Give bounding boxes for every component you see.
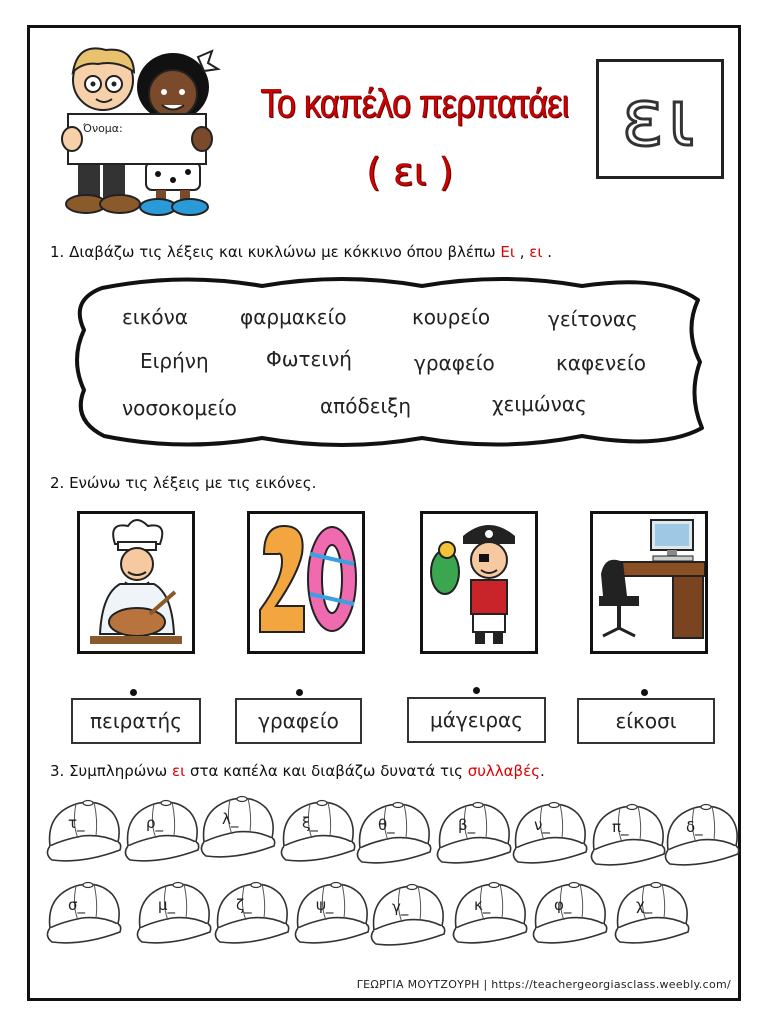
exercise-3-text-start: 3. Συμπληρώνω — [50, 762, 168, 780]
cap-syllable[interactable] — [528, 876, 608, 946]
number-twenty-image — [247, 511, 365, 654]
exercise-2-instruction: 2. Ενώνω τις λέξεις με τις εικόνες. — [50, 474, 317, 492]
cap-syllable[interactable] — [432, 796, 512, 866]
syllable-stem: ρ_ — [146, 814, 164, 832]
syllable-stem: κ_ — [474, 896, 491, 914]
kids-illustration — [58, 42, 228, 217]
outlined-letters: ει — [621, 74, 699, 164]
word-item: Φωτεινή — [266, 347, 352, 371]
footer-credit: ΓΕΩΡΓΙΑ ΜΟΥΤΖΟΥΡΗ | https://teachergeorgiasclass.weebly.com/ — [356, 978, 731, 991]
highlight-ei: ει — [172, 762, 186, 780]
pirate-image — [420, 511, 538, 654]
cook-image — [77, 511, 195, 654]
syllable-stem: ζ_ — [236, 896, 252, 914]
exercise-1-text: 1. Διαβάζω τις λέξεις και κυκλώνω με κόκκινο όπου βλέπω — [50, 243, 496, 261]
exercise-1-instruction — [50, 243, 552, 261]
syllable-stem: θ_ — [378, 816, 395, 834]
cap-syllable[interactable] — [586, 798, 666, 868]
connector-dot[interactable] — [473, 687, 480, 694]
word-item: εικόνα — [122, 305, 188, 329]
cap-syllable[interactable] — [508, 796, 588, 866]
worksheet-title: Το καπέλο περπατάει — [260, 82, 569, 126]
cap-syllable[interactable] — [132, 876, 212, 946]
cap-syllable[interactable] — [42, 794, 122, 864]
word-item: νοσοκομείο — [122, 396, 237, 420]
exercise-3-instruction — [50, 762, 545, 780]
syllable-stem: π_ — [612, 818, 629, 836]
syllable-stem: ν_ — [534, 816, 550, 834]
word-item: καφενείο — [556, 351, 646, 375]
cap-syllable[interactable] — [448, 876, 528, 946]
syllable-stem: δ_ — [686, 818, 703, 836]
worksheet-subtitle: ( ει ) — [366, 150, 454, 194]
cap-syllable[interactable] — [120, 794, 200, 864]
cap-syllable[interactable] — [210, 876, 290, 946]
word-item: γραφείο — [414, 351, 495, 375]
highlight-lower: ει — [529, 243, 543, 261]
cap-syllable[interactable] — [610, 876, 690, 946]
cap-syllable[interactable] — [196, 790, 276, 860]
syllable-stem: χ_ — [636, 896, 653, 914]
period: . — [542, 243, 553, 261]
word-item: απόδειξη — [320, 394, 412, 418]
name-label: Όνομα: — [83, 122, 123, 135]
cap-syllable[interactable] — [366, 878, 446, 948]
highlight-capital: Ει — [500, 243, 515, 261]
cap-syllable[interactable] — [352, 796, 432, 866]
syllable-stem: μ_ — [158, 896, 176, 914]
connector-dot[interactable] — [130, 689, 137, 696]
syllable-stem: γ_ — [392, 898, 409, 916]
label-pirate: πειρατής — [71, 698, 201, 744]
syllable-stem: λ_ — [222, 810, 239, 828]
cap-syllable[interactable] — [42, 876, 122, 946]
letter-box — [596, 59, 724, 179]
syllable-stem: β_ — [458, 816, 476, 834]
separator: , — [514, 243, 530, 261]
exercise-3-text-mid: στα καπέλα και διαβάζω δυνατά τις — [189, 762, 463, 780]
desk-image — [590, 511, 708, 654]
highlight-syllables: συλλαβές — [467, 762, 541, 780]
label-desk: γραφείο — [235, 698, 362, 744]
word-item: γείτονας — [548, 307, 638, 331]
label-cook: μάγειρας — [407, 697, 546, 743]
syllable-stem: σ_ — [68, 896, 86, 914]
word-item: Ειρήνη — [140, 349, 209, 373]
cap-syllable[interactable] — [276, 794, 356, 864]
period: . — [540, 762, 545, 780]
syllable-stem: ψ_ — [316, 896, 334, 914]
word-item: κουρείο — [412, 305, 491, 329]
cap-syllable[interactable] — [660, 798, 740, 868]
syllable-stem: ξ_ — [302, 814, 318, 832]
connector-dot[interactable] — [296, 689, 303, 696]
label-twenty: είκοσι — [577, 698, 715, 744]
connector-dot[interactable] — [641, 689, 648, 696]
cap-syllable[interactable] — [290, 876, 370, 946]
syllable-stem: τ_ — [68, 814, 85, 832]
syllable-stem: φ_ — [554, 896, 572, 914]
word-item: φαρμακείο — [240, 305, 347, 329]
word-item: χειμώνας — [492, 392, 587, 416]
